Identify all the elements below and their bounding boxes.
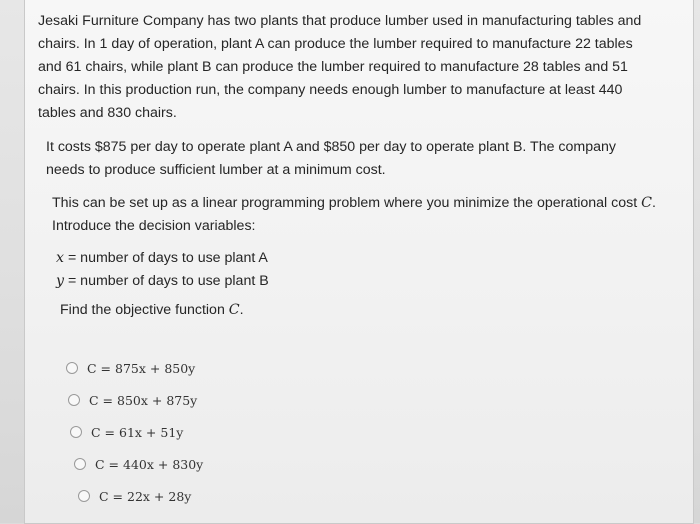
- answer-option-label: C = 850x + 875y: [89, 392, 198, 408]
- paragraph-3-prefix: This can be set up as a linear programming problem where you minimize the operational cost: [52, 195, 642, 211]
- paragraph-3-line-2: Introduce the decision variables:: [52, 218, 256, 234]
- answer-option-label: C = 440x + 830y: [95, 456, 204, 472]
- answer-option-1[interactable]: [66, 352, 203, 384]
- find-suffix: .: [239, 302, 244, 318]
- problem-paragraph-3: [52, 192, 662, 238]
- find-prefix: Find the objective function: [60, 302, 229, 318]
- find-prompt: [60, 299, 620, 322]
- radio-button[interactable]: [74, 458, 86, 470]
- variable-y-symbol: y: [56, 273, 65, 289]
- answer-option-2[interactable]: [68, 384, 203, 416]
- problem-paragraph-1: Jesaki Furniture Company has two plants that produce lumber used in manufacturing tables and chairs. In 1 day of operation, plant A can produce the lumber required to manufacture 22 tables and 61 chairs, while plant B can produce the lumber required to manufacture 28 tables and 51 chairs. In this production run, the company needs enough lumber to manufacture at least 440 tables and 830 chairs.: [38, 13, 642, 121]
- variable-x-text: = number of days to use plant A: [64, 250, 268, 266]
- answer-options: [66, 352, 203, 512]
- find-variable: C: [228, 302, 240, 318]
- variable-x-definition: [56, 247, 616, 270]
- problem-paragraph-2: It costs $875 per day to operate plant A and $850 per day to operate plant B. The company needs to produce sufficient lumber at a minimum cost.: [46, 139, 616, 178]
- answer-option-4[interactable]: [74, 448, 203, 480]
- answer-option-label: C = 22x + 28y: [99, 488, 192, 504]
- radio-button[interactable]: [68, 394, 80, 406]
- radio-button[interactable]: [78, 490, 90, 502]
- answer-option-5[interactable]: [78, 480, 203, 512]
- radio-button[interactable]: [70, 426, 82, 438]
- variable-y-definition: [56, 270, 616, 293]
- answer-option-label: C = 875x + 850y: [87, 360, 196, 376]
- decision-variables: [56, 247, 616, 293]
- answer-option-label: C = 61x + 51y: [91, 424, 184, 440]
- variable-x-symbol: x: [56, 250, 65, 266]
- paragraph-3-suffix: .: [651, 195, 656, 211]
- radio-button[interactable]: [66, 362, 78, 374]
- variable-y-text: = number of days to use plant B: [64, 273, 269, 289]
- cost-variable: C: [641, 195, 652, 211]
- answer-option-3[interactable]: [70, 416, 203, 448]
